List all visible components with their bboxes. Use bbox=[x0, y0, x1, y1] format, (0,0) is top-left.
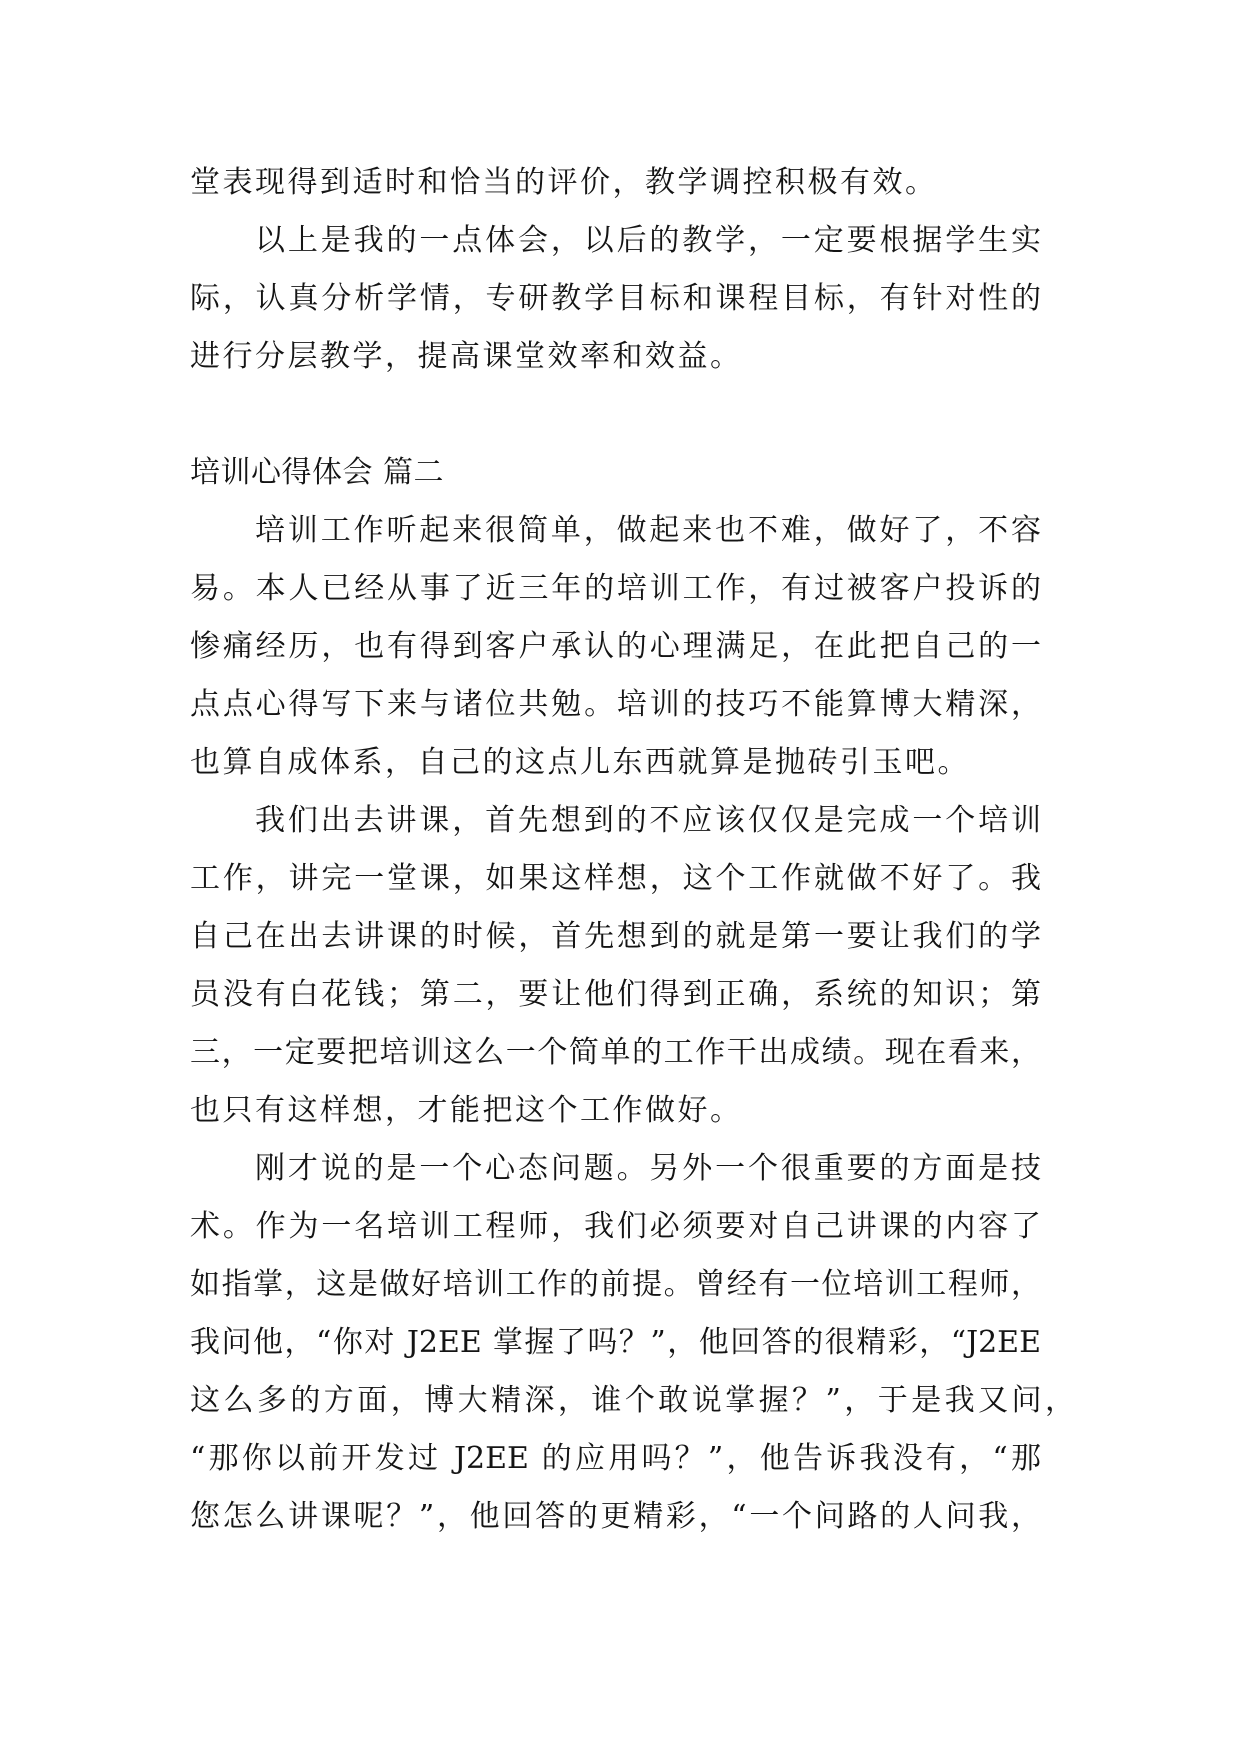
paragraph-line: 我们出去讲课，首先想到的不应该仅仅是完成一个培训 bbox=[255, 803, 1041, 838]
paragraph-line: 也只有这样想，才能把这个工作做好。 bbox=[190, 1093, 743, 1128]
paragraph-line: 培训工作听起来很简单，做起来也不难，做好了，不容 bbox=[255, 513, 1041, 548]
paragraph bbox=[190, 502, 1075, 792]
document-body bbox=[190, 154, 1075, 1546]
paragraph-line: 我问他，“你对 J2EE 掌握了吗？”，他回答的很精彩，“J2EE bbox=[190, 1325, 1041, 1360]
paragraph-line: 这么多的方面，博大精深，谁个敢说掌握？”，于是我又问， bbox=[190, 1383, 1075, 1418]
paragraph-line: “那你以前开发过 J2EE 的应用吗？”，他告诉我没有，“那 bbox=[190, 1441, 1041, 1476]
paragraph-line: 术。作为一名培训工程师，我们必须要对自己讲课的内容了 bbox=[190, 1209, 1041, 1244]
blank-line bbox=[190, 386, 1075, 444]
paragraph-line: 易。本人已经从事了近三年的培训工作，有过被客户投诉的 bbox=[190, 571, 1041, 606]
paragraph-line: 进行分层教学，提高课堂效率和效益。 bbox=[190, 339, 743, 374]
paragraph-line: 堂表现得到适时和恰当的评价，教学调控积极有效。 bbox=[190, 165, 938, 200]
paragraph-line: 工作，讲完一堂课，如果这样想，这个工作就做不好了。我 bbox=[190, 861, 1041, 896]
paragraph-line: 您怎么讲课呢？”，他回答的更精彩，“一个问路的人问我， bbox=[190, 1499, 1041, 1534]
section-heading: 培训心得体会 篇二 bbox=[190, 455, 445, 490]
paragraph-line: 也算自成体系，自己的这点儿东西就算是抛砖引玉吧。 bbox=[190, 745, 970, 780]
paragraph-line: 如指掌，这是做好培训工作的前提。曾经有一位培训工程师， bbox=[190, 1267, 1041, 1302]
paragraph-line: 以上是我的一点体会，以后的教学，一定要根据学生实 bbox=[255, 223, 1041, 258]
paragraph bbox=[190, 792, 1075, 1140]
paragraph-line: 点点心得写下来与诸位共勉。培训的技巧不能算博大精深， bbox=[190, 687, 1041, 722]
paragraph-line: 际，认真分析学情，专研教学目标和课程目标，有针对性的 bbox=[190, 281, 1041, 316]
paragraph bbox=[190, 1140, 1075, 1546]
paragraph bbox=[190, 154, 1075, 212]
paragraph-line: 三，一定要把培训这么一个简单的工作干出成绩。现在看来， bbox=[190, 1035, 1041, 1070]
paragraph-line: 自己在出去讲课的时候，首先想到的就是第一要让我们的学 bbox=[190, 919, 1041, 954]
paragraph-line: 刚才说的是一个心态问题。另外一个很重要的方面是技 bbox=[255, 1151, 1041, 1186]
paragraph bbox=[190, 212, 1075, 386]
paragraph-line: 员没有白花钱；第二，要让他们得到正确，系统的知识；第 bbox=[190, 977, 1041, 1012]
paragraph-line: 惨痛经历，也有得到客户承认的心理满足，在此把自己的一 bbox=[190, 629, 1041, 664]
